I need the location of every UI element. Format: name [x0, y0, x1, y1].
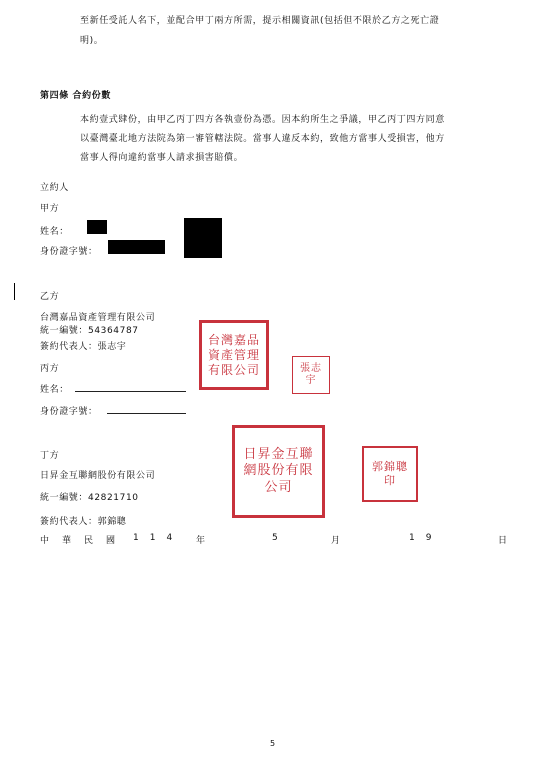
party-c-label: 丙方 — [40, 364, 60, 374]
party-a-id-redaction — [108, 240, 165, 254]
party-a-name-redaction — [87, 220, 107, 234]
article-4-heading: 第四條 合約份數 — [40, 91, 111, 101]
party-c-name-line — [75, 391, 186, 392]
party-c-name-label: 姓名： — [40, 385, 69, 395]
date-era-2: 華 — [62, 536, 72, 546]
party-b-rep-seal: 張志宇 — [292, 356, 330, 394]
party-d-tax-id: 統一編號：42821710 — [40, 493, 139, 503]
party-a-seal-redaction — [184, 218, 222, 258]
date-day-unit: 日 — [498, 536, 508, 546]
party-d-company: 日昇金互聯網股份有限公司 — [40, 471, 156, 481]
page-number: 5 — [270, 739, 276, 748]
party-c-id-line — [107, 413, 186, 414]
signers-label: 立約人 — [40, 183, 69, 193]
party-a-id-label: 身份證字號： — [40, 247, 98, 257]
party-d-company-seal: 日昇金互聯網股份有限公司 — [232, 425, 325, 518]
party-d-label: 丁方 — [40, 451, 60, 461]
date-era-1: 中 — [40, 536, 50, 546]
date-day: 19 — [409, 533, 443, 543]
intro-line-2: 明)。 — [80, 36, 104, 46]
party-b-label: 乙方 — [40, 292, 60, 302]
article-4-line-1: 本約壹式肆份，由甲乙丙丁四方各執壹份為憑。因本約所生之爭議，甲乙丙丁四方同意 — [80, 115, 445, 125]
date-month: 5 — [272, 533, 278, 543]
date-era-3: 民 — [84, 536, 94, 546]
party-b-tax-id: 統一編號：54364787 — [40, 326, 139, 336]
date-year: 114 — [133, 533, 184, 543]
text-cursor — [14, 283, 15, 300]
party-d-rep-seal: 郭錦聰印 — [362, 446, 418, 502]
date-era-4: 國 — [106, 536, 116, 546]
article-4-line-3: 當事人得向違約當事人請求損害賠償。 — [80, 153, 244, 163]
party-a-label: 甲方 — [40, 204, 60, 214]
party-b-representative: 簽約代表人：張志宇 — [40, 342, 127, 352]
party-b-company-seal: 台灣嘉品資產管理有限公司 — [199, 320, 269, 390]
party-b-company: 台灣嘉品資產管理有限公司 — [40, 313, 156, 323]
article-4-line-2: 以臺灣臺北地方法院為第一審管轄法院。當事人違反本約，致他方當事人受損害，他方 — [80, 134, 445, 144]
party-c-id-label: 身份證字號： — [40, 407, 98, 417]
date-year-unit: 年 — [196, 536, 206, 546]
party-d-representative: 簽約代表人：郭錦聰 — [40, 517, 127, 527]
date-month-unit: 月 — [331, 536, 341, 546]
intro-line-1: 至新任受託人名下，並配合甲丁兩方所需，提示相關資訊(包括但不限於乙方之死亡證 — [80, 16, 440, 26]
party-a-name-label: 姓名： — [40, 227, 69, 237]
